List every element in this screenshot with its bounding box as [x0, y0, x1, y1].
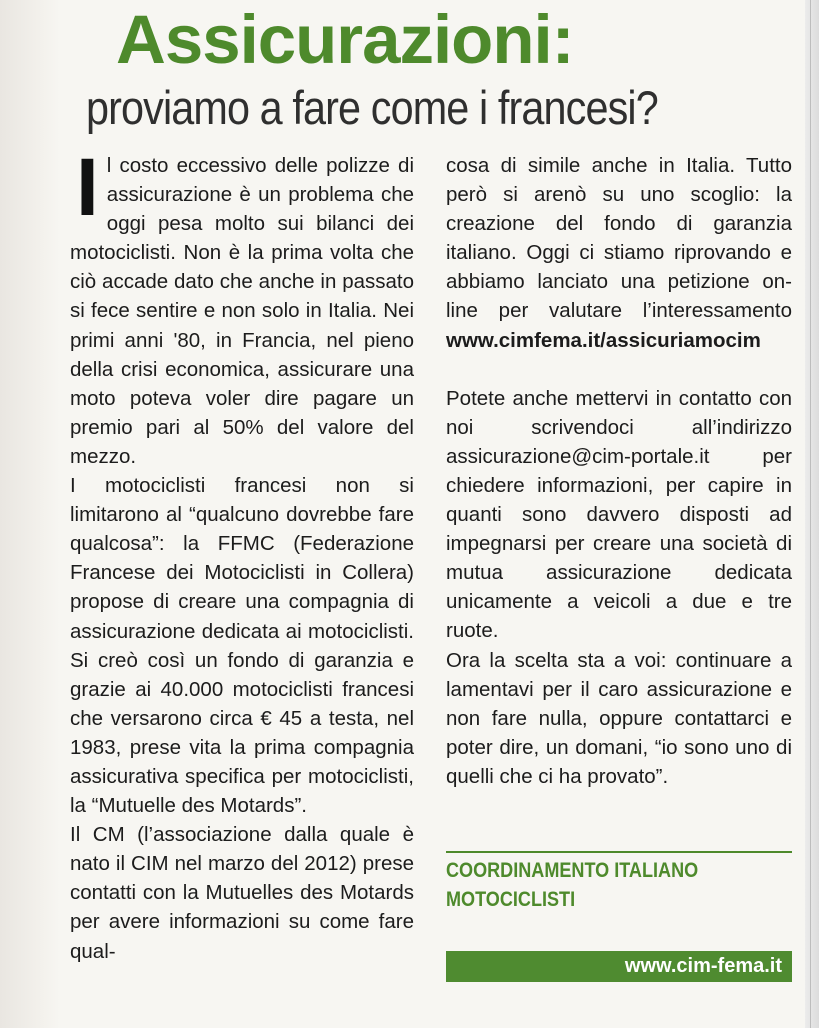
- paragraph-petition-text: cosa di simile anche in Italia. Tutto però si arenò su uno scoglio: la creazione del fondo di garanzia italiano. Oggi ci stiamo riprovando e abbiamo lanciato una petizione on-line per valutare l’interessamento: [446, 154, 792, 323]
- petition-link[interactable]: www.cimfema.it/assicuriamocim: [446, 328, 761, 352]
- right-column: [446, 151, 792, 791]
- drop-cap: I: [76, 142, 99, 233]
- website-bar[interactable]: [446, 951, 792, 982]
- website-link[interactable]: www.cim-fema.it: [624, 955, 782, 977]
- paragraph-petition: [446, 151, 792, 355]
- article-subtitle: proviamo a fare come i francesi?: [86, 81, 658, 134]
- paragraph-gap: [446, 355, 792, 384]
- signature: COORDINAMENTO ITALIANO MOTOCICLISTI: [446, 859, 699, 911]
- signature-divider: [446, 851, 792, 853]
- paragraph-cm: Il CM (l’associazione dalla quale è nato il CIM nel marzo del 2012) prese contatti con la Mutuelles des Motards per avere informazioni su come fare qual-: [70, 823, 414, 963]
- page-edge: [805, 0, 819, 1028]
- paragraph-call-to-action: Ora la scelta sta a voi: continuare a lamentavi per il caro assicurazione e non fare nulla, oppure contattarci e poter dire, un domani, “io sono uno di quelli che ci ha provato”.: [446, 648, 792, 788]
- left-page-margin: [0, 0, 60, 1028]
- article-title: Assicurazioni:: [116, 1, 574, 78]
- paragraph-intro-text: l costo eccessivo delle polizze di assicurazione è un problema che oggi pesa molto sui bilanci dei motociclisti. Non è la prima volta che ciò accade dato che anche in passato si fece sentire e non solo in Italia. Nei primi anni '80, in Francia, nel pieno della crisi economica, assicurare una moto poteva voler dire pagare un premio pari al 50% del valore del mezzo.: [70, 154, 414, 468]
- paragraph-ffmc: I motociclisti francesi non si limitarono al “qualcuno dovrebbe fare qualcosa”: la FFMC (Federazione Francese dei Motociclisti in Collera) propose di creare una compagnia di assicurazione dedicata ai motociclisti. Si creò così un fondo di garanzia e grazie ai 40.000 motociclisti francesi che versarono circa € 45 a testa, nel 1983, prese vita la prima compagnia assicurativa specifica per motociclisti, la “Mutuelle des Motards”.: [70, 474, 414, 818]
- paragraph-intro: [70, 142, 414, 471]
- left-column: [70, 142, 414, 966]
- paragraph-contact: Potete anche mettervi in contatto con noi scrivendoci all’indirizzo assicurazione@cim-portale.it per chiedere informazioni, per capire in quanti sono davvero disposti ad impegnarsi per creare una società di mutua assicurazione dedicata unicamente a veicoli a due e tre ruote.: [446, 386, 792, 643]
